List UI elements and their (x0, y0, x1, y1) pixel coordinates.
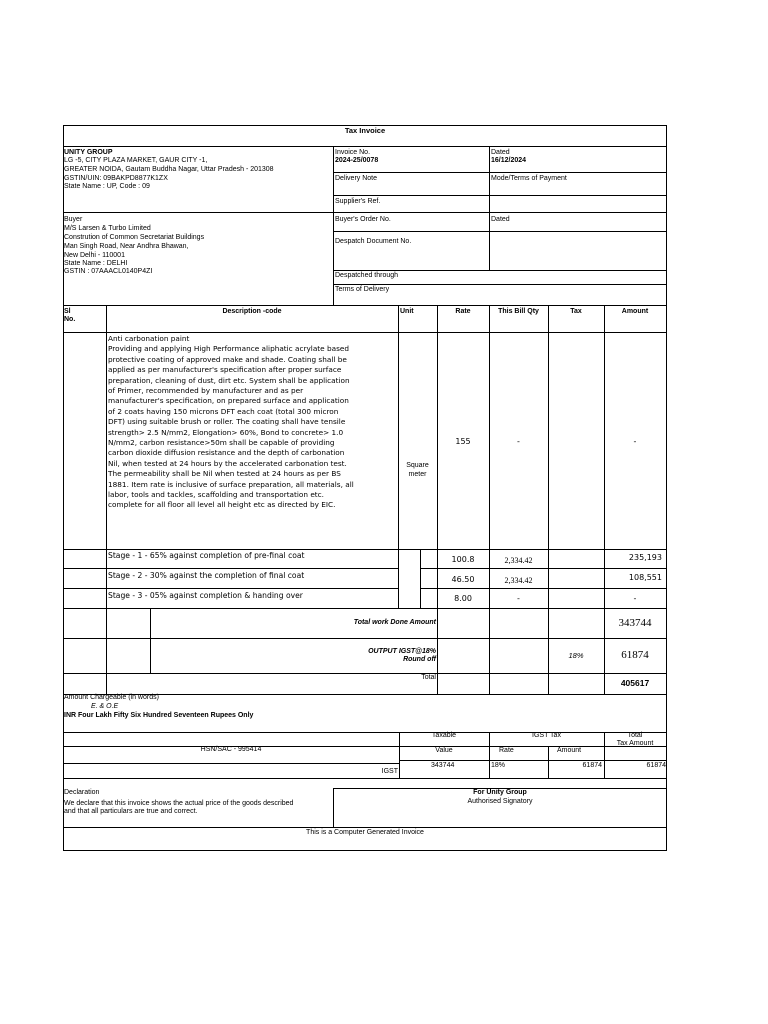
tax-total-value: 61874 (646, 762, 666, 769)
header-description: Description -code (222, 308, 282, 315)
item-description-line: labor, tools and tackles, scaffolding and transportation etc. (108, 490, 324, 499)
dated2-label: Dated (491, 216, 510, 223)
amount-header: Amount (557, 747, 582, 754)
seller-gstin: GSTIN/UIN: 09BAKPD8877K1ZX (64, 175, 168, 182)
invoice-no-label: Invoice No. (335, 149, 371, 156)
declaration-label: Declaration (64, 789, 100, 796)
header-no: No. (64, 316, 76, 323)
delivery-note-label: Delivery Note (335, 175, 378, 182)
item-description-line: DFT) using suitable brush or roller. The coating shall have tensile (108, 417, 346, 427)
total-amount: 405617 (620, 678, 650, 688)
authorised-signatory: Authorised Signatory (467, 798, 533, 805)
total-header: Total (627, 732, 643, 739)
header-amount: Amount (621, 308, 649, 315)
seller-name: UNITY GROUP (64, 149, 113, 156)
tax-amount-value: 61874 (582, 762, 602, 769)
declaration-line: We declare that this invoice shows the actual price of the goods described (64, 800, 294, 807)
amount-in-words: INR Four Lakh Fifty Six Hundred Seventeen Rupees Only (64, 712, 254, 719)
hsn-sac: HSN/SAC - 995414 (200, 746, 262, 753)
item-description-line: manufacturer's specification, on prepared surface and application (108, 396, 349, 406)
declaration-line: and that all particulars are true and correct. (64, 808, 198, 815)
seller-address-line: LG -5, CITY PLAZA MARKET, GAUR CITY -1, (64, 157, 208, 164)
output-igst-label: OUTPUT IGST@18% (368, 648, 436, 655)
item-description-line: complete for all floor all level all height etc as directed by EIC. (108, 500, 336, 510)
item-description-line: carbon dioxide diffusion resistance and the depth of carbonation (108, 448, 345, 458)
buyer-address-line: New Delhi - 110001 (64, 252, 125, 259)
invoice-title: Tax Invoice (344, 126, 386, 135)
tax-rate: 18% (491, 762, 506, 769)
item-description-line: Nil, when tested at 24 hours by the accelerated carbonation test. (108, 458, 347, 468)
item-description-line: protective coating of approved make and shade. Coating shall be (108, 354, 347, 364)
item-qty: - (517, 437, 520, 446)
item-description-line: preparation, cleaning of dust, dirt etc. System shall be application (108, 375, 350, 385)
igst-amount: 61874 (621, 649, 649, 661)
stage-3-qty: - (517, 594, 520, 603)
item-description-line: of 2 coats having 150 microns DFT each coat (total 300 micron (108, 406, 339, 416)
supplier-ref-label: Supplier's Ref. (335, 198, 381, 205)
seller-address-line: GREATER NOIDA, Gautam Buddha Nagar, Uttar Pradesh - 201308 (64, 166, 274, 173)
mode-terms-label: Mode/Terms of Payment (491, 175, 567, 182)
header-tax: Tax (570, 308, 582, 315)
computer-generated-note: This is a Computer Generated Invoice (306, 829, 424, 836)
dated-value: 16/12/2024 (491, 157, 527, 164)
item-description-line: The permeability shall be Nil when tested at 24 hours as per BS (108, 469, 341, 479)
seller-state: State Name : UP, Code : 09 (64, 183, 150, 190)
taxable-value: 343744 (431, 762, 455, 769)
item-description-line: Anti carbonation paint (108, 334, 190, 343)
item-description-line: N/mm2, carbon resistance>50m shall be capable of providing (108, 438, 335, 447)
eoe-label: E. & O.E (91, 703, 119, 710)
item-description-line: strength> 2.5 N/mm2, Elongation> 60%, Bond to concrete> 1.0 (108, 427, 344, 437)
total-label: Total (421, 674, 436, 681)
item-description-line: Providing and applying High Performance aliphatic acrylate based (108, 344, 350, 354)
item-unit: Square meter (406, 462, 429, 478)
despatch-doc-label: Despatch Document No. (335, 238, 412, 245)
tax-amount-header: Tax Amount (616, 740, 654, 747)
stage-3-desc: Stage - 3 - 05% against completion & handing over (108, 591, 303, 600)
header-unit: Unit (400, 308, 414, 315)
stage-1-amount: 235,193 (628, 553, 662, 562)
igst-row-label: IGST (381, 768, 398, 775)
despatched-through-label: Despatched through (335, 272, 399, 279)
terms-delivery-label: Terms of Delivery (335, 286, 390, 293)
stage-3-amount: - (633, 594, 637, 603)
buyer-name: M/S Larsen & Turbo Limited (64, 225, 151, 232)
stage-1-qty: 2,334.42 (504, 556, 533, 565)
stage-2-qty: 2,334.42 (504, 576, 533, 585)
stage-1-rate: 100.8 (451, 555, 475, 564)
value-header: Value (435, 747, 453, 754)
stage-3-rate: 8.00 (454, 594, 472, 603)
item-description-line: applied as per manufacturer's specification after proper surface (108, 365, 342, 375)
rate-header: Rate (499, 747, 514, 754)
buyer-gstin: GSTIN : 07AAACL0140P4ZI (64, 268, 153, 275)
for-company: For Unity Group (473, 789, 527, 796)
buyers-order-label: Buyer's Order No. (335, 216, 391, 223)
buyer-address-line: Man Singh Road, Near Andhra Bhawan, (64, 243, 189, 250)
amount-words-label: Amount Chargeable (in words) (64, 694, 159, 701)
buyer-address-line: Constrution of Common Secretariat Buildings (64, 234, 205, 241)
taxable-header: Taxable (431, 732, 457, 739)
item-description-line: of Primer, recommended by manufacturer and as per (108, 386, 304, 395)
igst-tax-header: IGST Tax (532, 732, 561, 739)
total-work-label: Total work Done Amount (353, 619, 436, 626)
header-sl: Sl (64, 308, 71, 315)
stage-2-desc: Stage - 2 - 30% against the completion of final coat (108, 571, 305, 580)
header-rate: Rate (455, 308, 471, 315)
total-work-amount: 343744 (618, 617, 652, 629)
round-off-label: Round off (403, 656, 436, 663)
dated-label: Dated (491, 149, 510, 156)
igst-rate: 18% (568, 651, 584, 660)
invoice-no: 2024-25/0078 (335, 157, 379, 164)
item-description-line: 1881. Item rate is inclusive of surface preparation, all materials, all (108, 479, 354, 489)
buyer-state: State Name : DELHI (64, 260, 128, 267)
stage-1-desc: Stage - 1 - 65% against completion of pre-final coat (108, 551, 305, 560)
buyer-label: Buyer (64, 216, 83, 223)
stage-2-amount: 108,551 (628, 573, 662, 582)
header-this-bill-qty: This Bill Qty (498, 308, 539, 315)
stage-2-rate: 46.50 (451, 575, 475, 584)
item-amount: - (633, 437, 637, 446)
item-rate: 155 (455, 437, 471, 446)
